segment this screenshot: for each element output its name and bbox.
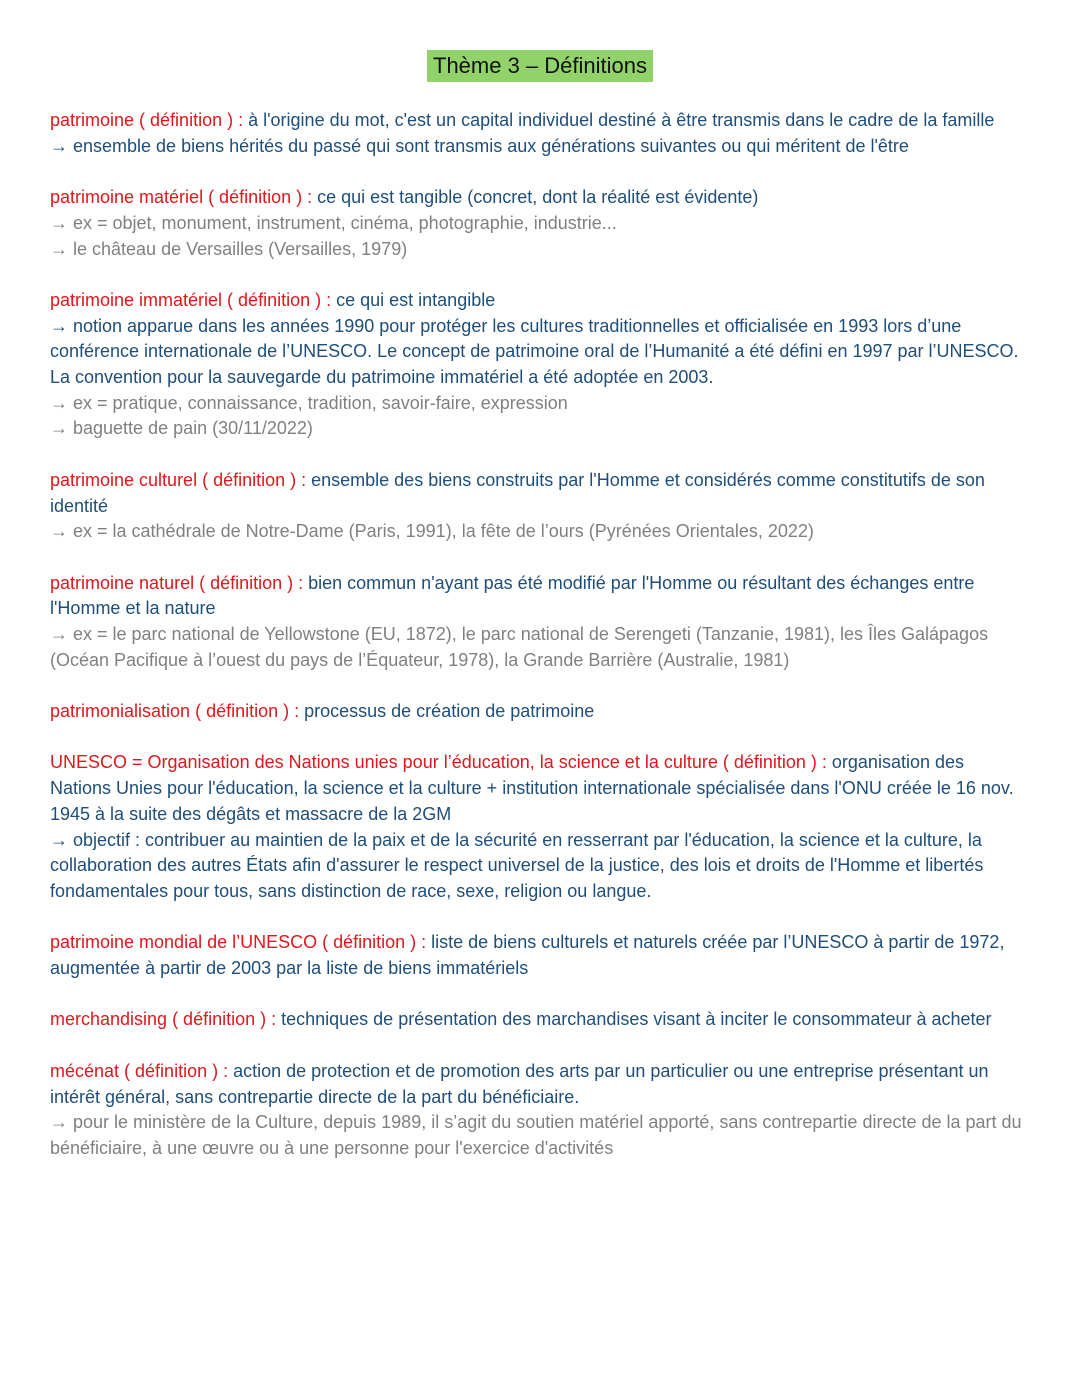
definition-entry-patrimoine-materiel (50, 185, 1028, 262)
example-line: → le château de Versailles (Versailles, 1979) (50, 238, 408, 259)
definition-text: techniques de présentation des marchandises visant à inciter le consommateur à acheter (276, 1009, 992, 1030)
definition-paragraph (50, 1007, 1028, 1033)
definition-paragraph (50, 699, 1028, 725)
definition-text: bien commun n'ayant pas été modifié par l'Homme ou résultant des échanges entre l'Homme et la nature (50, 572, 975, 619)
term-label: merchandising ( définition ) : (50, 1009, 277, 1030)
example-line: → pour le ministère de la Culture, depuis 1989, il s’agit du soutien matériel apporté, sans contrepartie directe de la part du bénéficiaire, à une œuvre ou à une personne pour l'exercice d'activités (50, 1112, 1022, 1158)
example-line: → ex = objet, monument, instrument, cinéma, photographie, industrie... (50, 212, 617, 233)
definition-entry-merchandising (50, 1007, 1028, 1033)
arrow-note: → notion apparue dans les années 1990 pour protéger les cultures traditionnelles et officialisée en 1993 lors d’une conférence internationale de l’UNESCO. Le concept de patrimoine oral de l’Humanité a été défini en 1997 par l’UNESCO. La convention pour la sauvegarde du patrimoine immatériel a été adoptée en 2003. (50, 315, 1019, 387)
example-line: → ex = le parc national de Yellowstone (EU, 1872), le parc national de Serengeti (Tanzanie, 1981), les Îles Galápagos (Océan Pacifique à l’ouest du pays de l’Équateur, 1978), la Grande Barrière (Australie, 1981) (50, 624, 989, 670)
term-label: mécénat ( définition ) : (50, 1060, 229, 1081)
term-label: patrimoine mondial de l’UNESCO ( définition ) : (50, 932, 427, 953)
term-label: patrimoine matériel ( définition ) : (50, 187, 313, 208)
definition-text: action de protection et de promotion des arts par un particulier ou une entreprise présentant un intérêt général, sans contrepartie directe de la part du bénéficiaire. (50, 1060, 989, 1107)
definition-entry-patrimoine-culturel (50, 468, 1028, 545)
term-label: patrimoine ( définition ) : (50, 110, 244, 130)
definition-paragraph (50, 1059, 1028, 1110)
definition-entry-patrimoine-immateriel (50, 288, 1028, 442)
definition-text: liste de biens culturels et naturels créée par l’UNESCO à partir de 1972, augmentée à partir de 2003 par la liste de biens immatériels (50, 932, 1005, 979)
definition-paragraph (50, 288, 1028, 314)
definition-paragraph (50, 750, 1028, 827)
definition-paragraph (50, 571, 1028, 622)
title-wrapper (0, 50, 1080, 82)
example-line: → ex = la cathédrale de Notre-Dame (Paris, 1991), la fête de l’ours (Pyrénées Orientales, 2022) (50, 521, 814, 542)
term-label: patrimonialisation ( définition ) : (50, 701, 300, 722)
definition-entry-patrimoine-mondial (50, 930, 1028, 981)
definitions-list (50, 108, 1028, 1187)
definition-paragraph (50, 930, 1028, 981)
definition-text: organisation des Nations Unies pour l'éducation, la science et la culture + institution internationale spécialisée dans l'ONU créée le 16 nov. 1945 à la suite des dégâts et massacre de la 2GM (50, 752, 1014, 824)
definition-paragraph (50, 108, 1028, 134)
example-line: → baguette de pain (30/11/2022) (50, 418, 313, 439)
arrow-note: → objectif : contribuer au maintien de la paix et de la sécurité en resserrant par l'éducation, la science et la culture, la collaboration des autres États afin d'assurer le respect universel de la justice, des lois et droits de l'Homme et libertés fondamentales pour tous, sans distinction de race, sexe, religion ou langue. (50, 829, 984, 901)
arrow-note: → ensemble de biens hérités du passé qui sont transmis aux générations suivantes ou qui méritent de l'être (50, 135, 909, 156)
term-label: UNESCO = Organisation des Nations unies pour l’éducation, la science et la culture ( définition ) : (50, 752, 827, 773)
definition-text: ce qui est tangible (concret, dont la réalité est évidente) (312, 187, 759, 208)
definition-entry-patrimonialisation (50, 699, 1028, 725)
definition-entry-unesco (50, 750, 1028, 904)
example-line: → ex = pratique, connaissance, tradition, savoir-faire, expression (50, 392, 568, 413)
definition-text: ensemble des biens construits par l'Homme et considérés comme constitutifs de son identité (50, 469, 985, 516)
definition-paragraph (50, 468, 1028, 519)
term-label: patrimoine immatériel ( définition ) : (50, 289, 332, 310)
term-label: patrimoine naturel ( définition ) : (50, 572, 304, 593)
term-label: patrimoine culturel ( définition ) : (50, 469, 307, 490)
definition-text: ce qui est intangible (331, 289, 496, 310)
page-title: Thème 3 – Définitions (427, 50, 653, 82)
definition-paragraph (50, 185, 1028, 211)
definition-entry-mecenat (50, 1059, 1028, 1162)
definition-entry-patrimoine-naturel (50, 571, 1028, 674)
definition-text: processus de création de patrimoine (299, 701, 595, 722)
definition-entry-patrimoine (50, 108, 1028, 159)
definition-text: à l'origine du mot, c'est un capital individuel destiné à être transmis dans le cadre de la famille (243, 110, 995, 130)
